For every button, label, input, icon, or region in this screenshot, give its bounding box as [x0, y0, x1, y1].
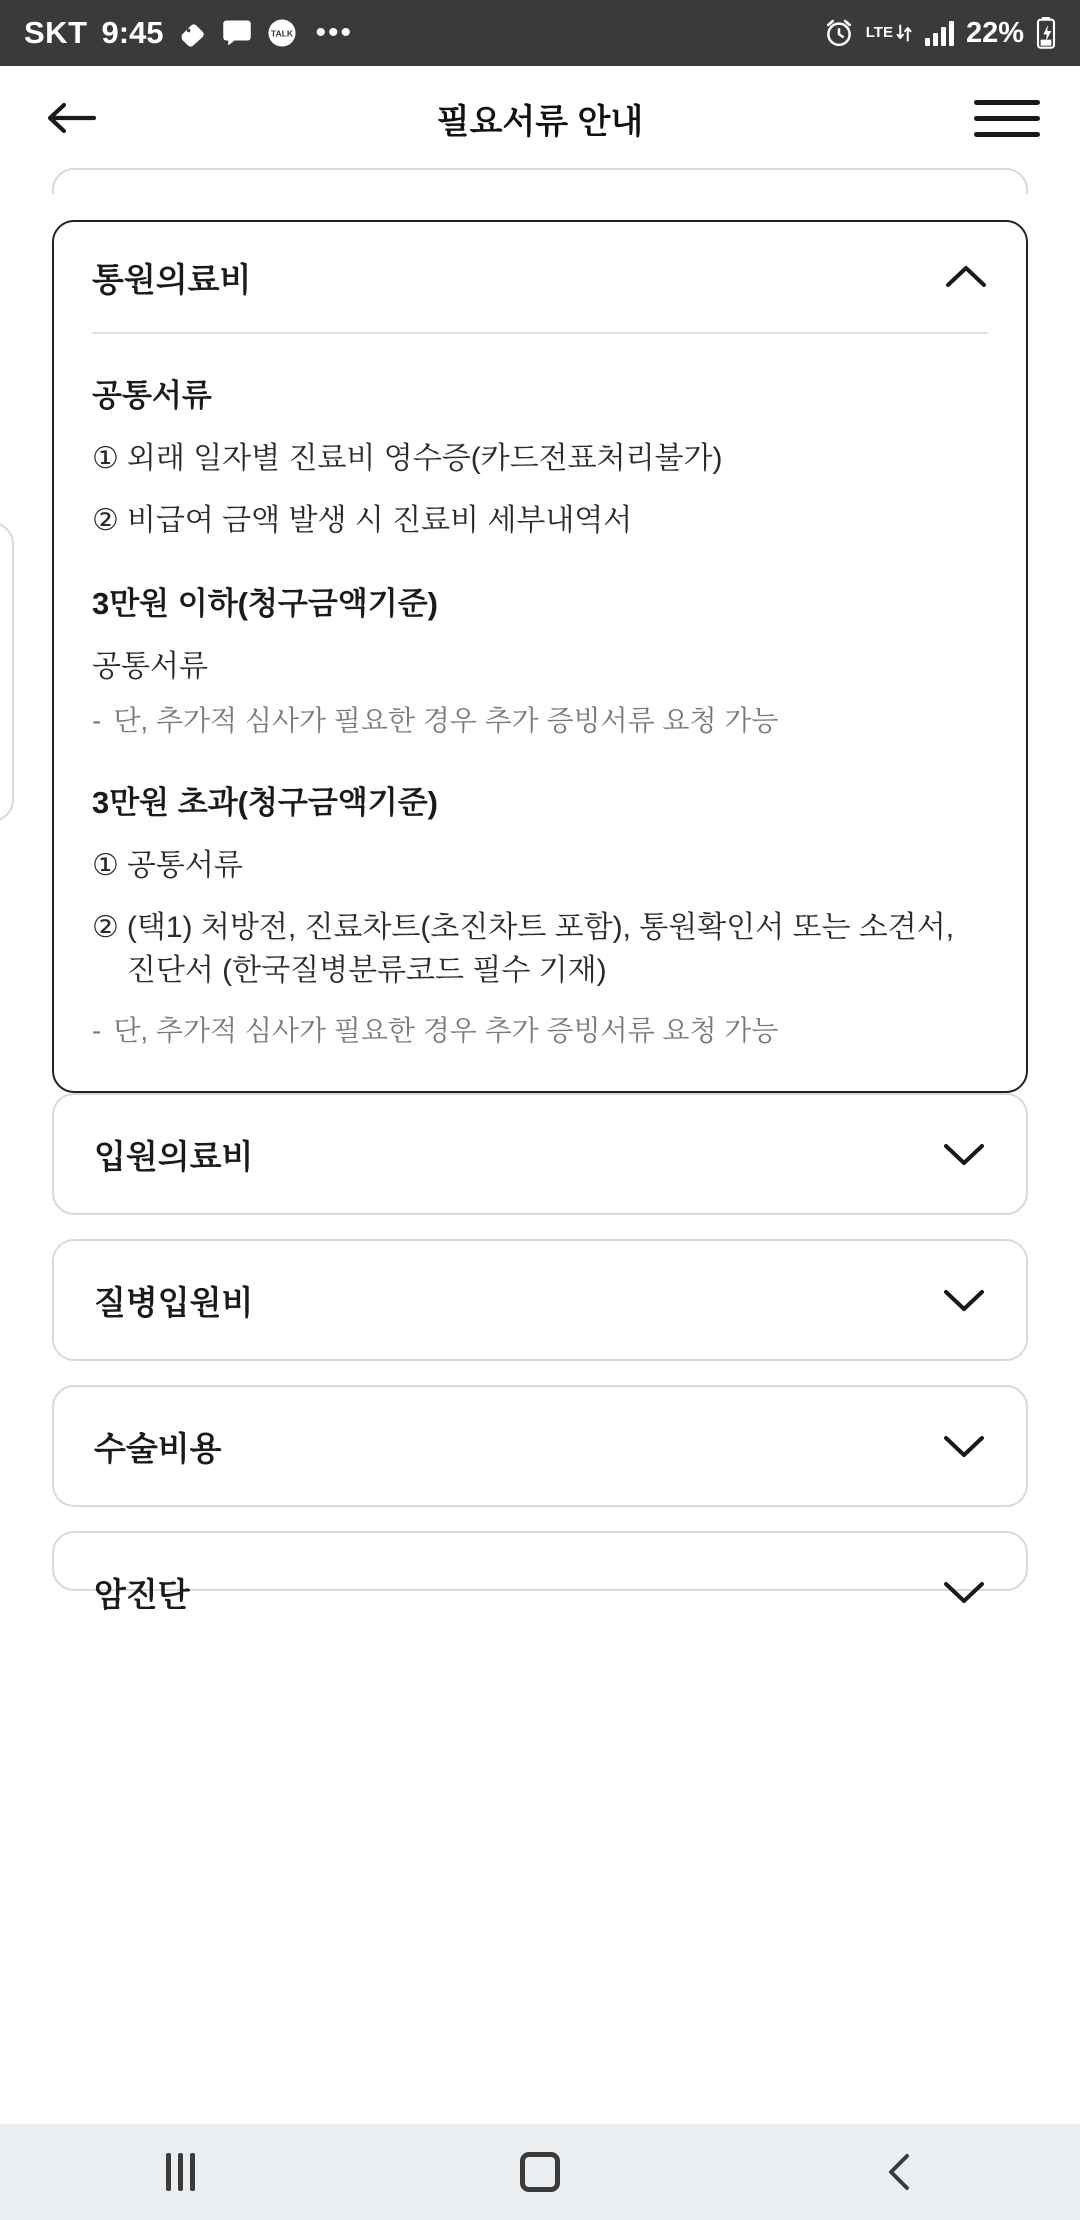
app-header [0, 66, 1080, 170]
signal-strength-icon [925, 20, 954, 46]
accordion-item-disease-hospitalization[interactable] [52, 1239, 1028, 1361]
chevron-down-icon[interactable] [942, 1424, 986, 1468]
list-marker: ② [92, 503, 119, 537]
previous-card-partial[interactable] [52, 168, 1028, 194]
section-note [92, 701, 988, 742]
android-nav-bar [0, 2124, 1080, 2220]
carrier-label: SKT [24, 15, 88, 50]
accordion-title: 수술비용 [94, 1429, 222, 1467]
data-arrows-icon [895, 23, 913, 43]
nav-back-button[interactable] [820, 2124, 980, 2220]
list-marker: ① [92, 849, 119, 883]
list-item [92, 844, 988, 888]
accordion-title: 통원의료비 [92, 260, 252, 298]
more-dots-icon: ••• [315, 16, 354, 49]
chevron-down-icon[interactable] [942, 1132, 986, 1176]
section-title: 3만원 초과(청구금액기준) [92, 785, 438, 821]
accordion-item-surgery[interactable] [52, 1385, 1028, 1507]
accordion-header[interactable] [54, 1387, 1026, 1505]
section-note [92, 1011, 988, 1052]
list-item [92, 906, 988, 993]
accordion-item-expanded[interactable] [52, 220, 1028, 1093]
list-item [92, 499, 988, 543]
accordion-title: 질병입원비 [94, 1283, 254, 1321]
list-item-text: (택1) 처방전, 진료차트(초진차트 포함), 통원확인서 또는 소견서, 진단서 (한국질병분류코드 필수 기재) [126, 910, 955, 988]
note-marker: - [92, 1014, 102, 1046]
list-marker: ① [92, 442, 119, 475]
recents-icon [166, 2153, 195, 2191]
home-icon [520, 2152, 560, 2192]
note-text: 단, 추가적 심사가 필요한 경우 추가 증빙서류 요청 가능 [113, 704, 779, 736]
battery-icon [1036, 17, 1056, 49]
alarm-icon [824, 18, 854, 48]
section-title: 공통서류 [92, 378, 212, 413]
status-bar-left [24, 15, 353, 51]
talk-icon [266, 18, 298, 48]
accordion-item-inpatient[interactable] [52, 1093, 1028, 1215]
chat-icon [222, 19, 252, 47]
status-bar [0, 0, 1080, 66]
accordion-header[interactable] [54, 1533, 1026, 1651]
chevron-up-icon[interactable] [944, 255, 988, 299]
note-text: 단, 추가적 심사가 필요한 경우 추가 증빙서류 요청 가능 [113, 1014, 779, 1046]
tag-icon [178, 18, 208, 48]
svg-text:TALK: TALK [270, 28, 293, 39]
divider [92, 332, 988, 334]
status-bar-right [824, 17, 1056, 50]
network-indicator [866, 23, 913, 43]
document-section [92, 370, 988, 542]
chevron-down-icon[interactable] [942, 1570, 986, 1614]
page-title: 필요서류 안내 [436, 102, 644, 141]
battery-percent-label: 22% [965, 16, 1024, 49]
lte-label: LTE [865, 24, 893, 42]
nav-recents-button[interactable] [100, 2124, 260, 2220]
accordion-item-cancer-diagnosis[interactable] [52, 1531, 1028, 1613]
back-arrow-icon [44, 98, 98, 138]
accordion-header[interactable] [54, 1241, 1026, 1359]
accordion-header[interactable] [54, 1095, 1026, 1213]
nav-home-button[interactable] [460, 2124, 620, 2220]
section-plain-text: 공통서류 [92, 650, 208, 683]
status-clock: 9:45 [101, 15, 164, 50]
chevron-down-icon[interactable] [942, 1278, 986, 1322]
list-item [92, 437, 988, 481]
list-item-text: 공통서류 [126, 849, 243, 883]
back-button[interactable] [40, 87, 102, 149]
list-marker: ② [92, 910, 119, 944]
document-section [92, 578, 988, 741]
note-marker: - [92, 704, 102, 736]
offscreen-card-sliver [0, 522, 14, 822]
hamburger-menu-icon[interactable] [974, 85, 1040, 151]
section-title: 3만원 이하(청구금액기준) [92, 586, 438, 621]
list-item-text: 외래 일자별 진료비 영수증(카드전표처리불가) [126, 442, 723, 475]
list-item-text: 비급여 금액 발생 시 진료비 세부내역서 [126, 503, 633, 537]
document-section [92, 777, 988, 1051]
accordion-title: 암진단 [94, 1575, 190, 1613]
back-icon [883, 2150, 917, 2194]
accordion-title: 입원의료비 [94, 1137, 254, 1175]
accordion-header-outpatient[interactable] [92, 222, 988, 332]
documents-list[interactable] [0, 170, 1080, 2124]
